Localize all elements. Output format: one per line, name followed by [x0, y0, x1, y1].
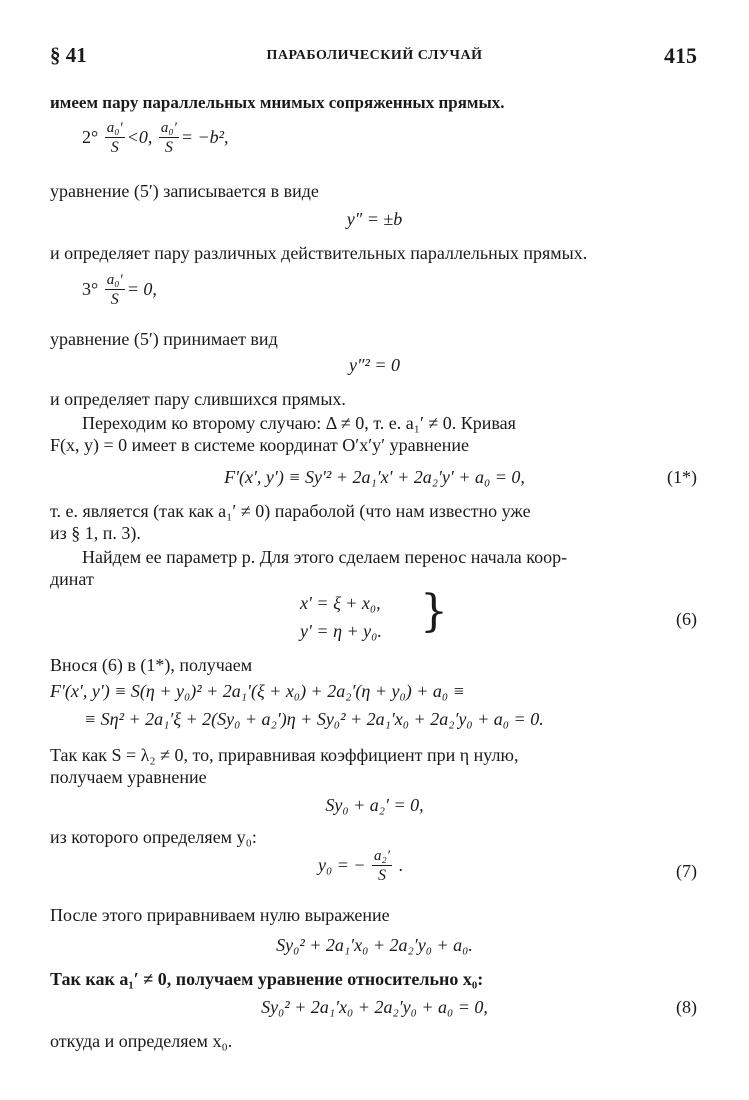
fraction-denominator: S	[164, 139, 173, 157]
fraction-numerator: a₀′	[159, 120, 179, 138]
case-label: 2°	[82, 126, 99, 147]
text-line: Переходим ко второму случаю: Δ ≠ 0, т. е. a₁′ ≠ 0. Кривая	[82, 413, 516, 433]
equation-lhs: y₀ = −	[318, 854, 366, 875]
text-line: уравнение (5′) принимает вид	[50, 329, 278, 349]
text-line: имеем пару параллельных мнимых сопряженных прямых.	[50, 93, 505, 112]
equation-1-star: F′(x′, y′) ≡ Sy′² + 2a₁′x′ + 2a₂′y′ + a₀ = 0,	[224, 467, 525, 487]
fraction-numerator: a₀′	[105, 120, 125, 138]
text-line: F(x, y) = 0 имеет в системе координат O′x′y′ уравнение	[50, 435, 469, 455]
case-2-formula	[82, 120, 229, 157]
equation-sy0: Sy₀ + a₂′ = 0,	[325, 795, 424, 815]
header-title: ПАРАБОЛИЧЕСКИЙ СЛУЧАЙ	[266, 48, 483, 63]
period: .	[398, 854, 404, 875]
text-line: Так как a₁′ ≠ 0, получаем уравнение относительно x₀:	[50, 969, 484, 989]
right-brace: }	[420, 586, 448, 637]
fraction	[159, 120, 179, 157]
fraction	[105, 272, 125, 309]
equation-number: (7)	[676, 861, 697, 881]
case-label: 3°	[82, 278, 99, 299]
text-line: Найдем ее параметр p. Для этого сделаем перенос начала коор-	[82, 547, 568, 567]
fraction-denominator: S	[110, 291, 119, 309]
fraction-denominator: S	[110, 139, 119, 157]
relation: = 0,	[126, 278, 157, 299]
text-line: и определяет пару слившихся прямых.	[50, 389, 346, 409]
equation-number: (8)	[676, 997, 697, 1017]
text-line: из § 1, п. 3).	[50, 523, 141, 543]
fraction	[372, 848, 392, 885]
text-line: и определяет пару различных действительных параллельных прямых.	[50, 243, 588, 263]
fraction-numerator: a₂′	[372, 848, 392, 866]
fraction-denominator: S	[378, 867, 387, 885]
text-line: Так как S = λ₂ ≠ 0, то, приравнивая коэффициент при η нулю,	[50, 745, 519, 765]
fraction-numerator: a₀′	[105, 272, 125, 290]
equation-expression: Sy₀² + 2a₁′x₀ + 2a₂′y₀ + a₀.	[276, 935, 473, 955]
equation-y-double-prime: y″ = ±b	[346, 209, 403, 229]
equation-number: (1*)	[667, 467, 697, 487]
header-section: § 41	[50, 43, 87, 67]
equation-expansion-1: F′(x′, y′) ≡ S(η + y₀)² + 2a₁′(ξ + x₀) + 2a₂′(η + y₀) + a₀ ≡	[50, 681, 465, 701]
equation-number: (6)	[676, 609, 697, 629]
text-line: После этого приравниваем нулю выражение	[50, 905, 390, 925]
relation: = −b²,	[180, 126, 229, 147]
text-line: динат	[50, 569, 94, 589]
equation-6-second: y′ = η + y₀.	[300, 621, 382, 641]
text-line: Внося (6) в (1*), получаем	[50, 655, 253, 675]
text-line: получаем уравнение	[50, 767, 207, 787]
equation-7	[318, 848, 403, 885]
relation: <0,	[126, 126, 153, 147]
fraction	[105, 120, 125, 157]
text-line: т. е. является (так как a₁′ ≠ 0) параболой (что нам известно уже	[50, 501, 531, 521]
text-line: откуда и определяем x₀.	[50, 1031, 233, 1051]
case-3-formula	[82, 272, 157, 309]
equation-6-first: x′ = ξ + x₀,	[300, 593, 381, 613]
equation-y-squared: y″² = 0	[348, 355, 401, 375]
text-line: из которого определяем y₀:	[50, 827, 257, 847]
header-page-number: 415	[664, 43, 697, 68]
text-line: уравнение (5′) записывается в виде	[50, 181, 319, 201]
equation-expansion-2: ≡ Sη² + 2a₁′ξ + 2(Sy₀ + a₂′)η + Sy₀² + 2a₁′x₀ + 2a₂′y₀ + a₀ = 0.	[84, 709, 544, 729]
equation-8: Sy₀² + 2a₁′x₀ + 2a₂′y₀ + a₀ = 0,	[261, 997, 488, 1017]
